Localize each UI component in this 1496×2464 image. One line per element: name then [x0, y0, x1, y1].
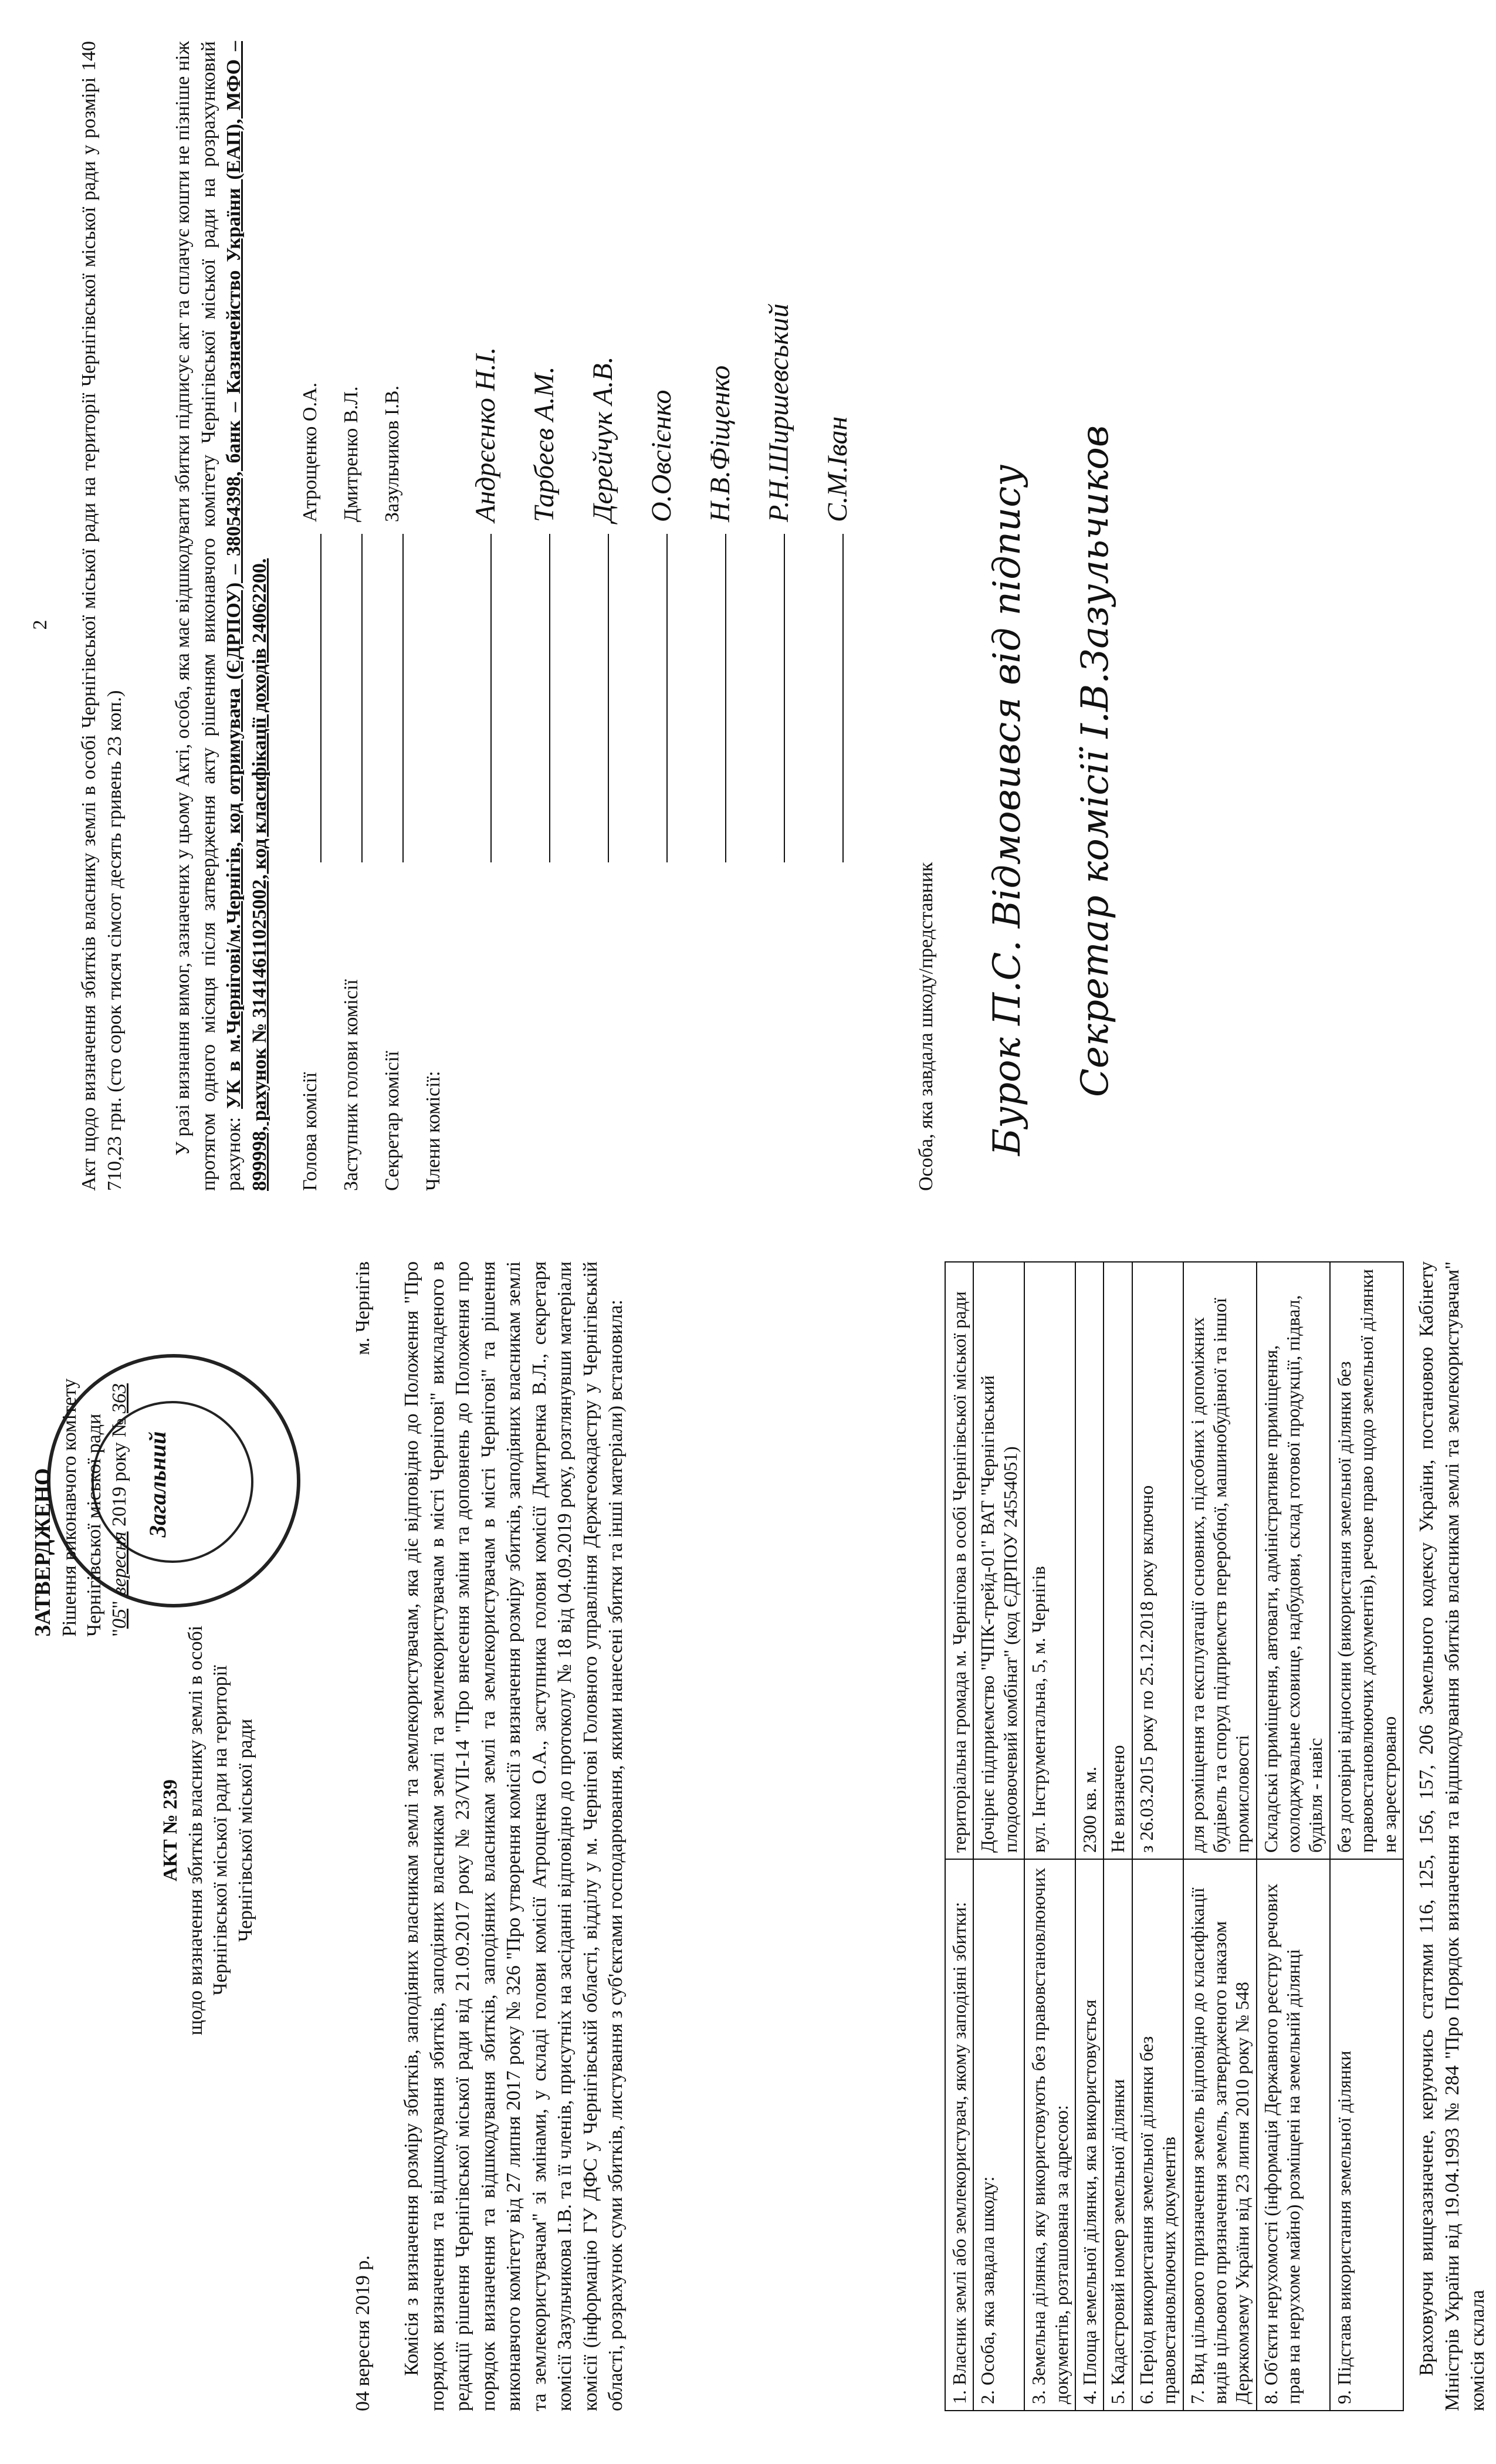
facts-value: територіальна громада м. Чернігова в особі Чернігівської міської ради [945, 1262, 973, 1859]
facts-key: 3. Земельна ділянка, яку використовують без правовстановлюючих документів, розташована за адресою: [1024, 1859, 1075, 2411]
signature-line [666, 534, 668, 862]
facts-key: 7. Вид цільового призначення земель відповідно до класифікації видів цільового призначення земель, затвердженого наказом Держкомзему України від 23 липня 2010 року № 548 [1183, 1859, 1257, 2411]
date-place-line [352, 1261, 374, 2411]
signature-line [608, 534, 609, 862]
act-city: м. Чернігів [352, 1261, 374, 1355]
act-subtitle-line-1: щодо визначення збитків власнику землі в особі Чернігівської міської ради на території [184, 1625, 231, 2036]
seal-center-text: Загальний [144, 1431, 171, 1538]
signature-line [784, 534, 785, 862]
member-signature-row [528, 41, 563, 1191]
facts-value: з 26.03.2015 року по 25.12.2018 року включно [1132, 1262, 1183, 1859]
offender-handwritten-note: Бурок П.С. Відмовився від підпису [986, 464, 1029, 1156]
closing-paragraph: Враховуючи вищезазначене, керуючись статтями 116, 125, 156, 157, 206 Земельного кодексу України, постановою Кабінету Міністрів України від 19.04.1993 № 284 "Про Порядок визначення та відшкодування збитків власникам землі та землекористувачам" комісія склала [1416, 1261, 1489, 2411]
approval-number-hand: 363 [108, 1383, 130, 1413]
act-title-block [158, 1625, 258, 2036]
page-number: 2 [29, 620, 51, 630]
facts-value: без договірні відносини (використання земельної ділянки без правовстановлюючих документів), речове право щодо земельної ділянки не зареєстровано [1330, 1262, 1403, 1859]
facts-row [1104, 1262, 1132, 2411]
facts-row [1257, 1262, 1330, 2411]
page2-paragraph-1: Акт щодо визначення збитків власнику землі в особі Чернігівської міської ради на території Чернігівської міської ради у розмірі 140 710,23 грн. (сто сорок тисяч сімсот десять гривень 23 коп.) [78, 41, 126, 1191]
facts-value: 2300 кв. м. [1075, 1262, 1104, 1859]
approval-heading: ЗАТВЕРДЖЕНО [31, 1468, 55, 1637]
member-name-hand: Н.В.Фіщенко [705, 365, 736, 522]
facts-row [1075, 1262, 1104, 2411]
approval-date-line: "05" вересня 2019 року № 363 [108, 1383, 130, 1637]
facts-key: 1. Власник землі або землекористувач, якому заподіяні збитки: [945, 1859, 973, 2411]
facts-key: 4. Площа земельної ділянки, яка використовується [1075, 1859, 1104, 2411]
member-signature-row [763, 41, 798, 1191]
facts-value: Не визначено [1104, 1262, 1132, 1859]
signature-line [725, 534, 726, 862]
facts-key: 6. Період використання земельної ділянки без правовстановлюючих документів [1132, 1859, 1183, 2411]
facts-table [945, 1261, 1404, 2411]
facts-value: вул. Інструментальна, 5, м. Чернігів [1024, 1262, 1075, 1859]
facts-row [945, 1262, 973, 2411]
payment-details: УК в м.Чернігові/м.Чернігів, код отримувача (ЄДРПОУ) – 38054398, банк – Казначейство України (ЕАП), МФО – 899998, рахунок № 31414611025002, код класифікації доходів 24062200. [223, 41, 270, 1191]
facts-key: 9. Підстава використання земельної ділянки [1330, 1859, 1403, 2411]
secretary-handwritten-note: Секретар комісії І.В.Зазульчиков [1074, 425, 1117, 1097]
member-signature-row [821, 41, 857, 1191]
signature-chair: Голова комісії Атрощенко О.А. [299, 383, 321, 1191]
act-subtitle-line-2: Чернігівської міської ради [234, 1718, 256, 1942]
approval-line-1: Рішення виконавчого комітету [58, 1378, 80, 1637]
facts-key: 2. Особа, яка завдала шкоду: [973, 1859, 1024, 2411]
approval-block [29, 1261, 132, 1637]
facts-row [973, 1262, 1024, 2411]
facts-value: Дочірнє підприємство "ЧПК-трейд-01" ВАТ "Чернігівський плодоовочевий комбінат" (код ЄДРПОУ 24554051) [973, 1262, 1024, 1859]
signature-vice-chair: Заступник голови комісії Дмитренко В.Л. [340, 386, 362, 1191]
act-date: 04 вересня 2019 р. [352, 2255, 374, 2411]
signature-secretary: Секретар комісії Зазульчиков І.В. [381, 385, 403, 1191]
member-name-hand: Р.Н.Ширшевський [763, 303, 794, 522]
act-page-2 [23, 23, 1473, 1226]
facts-row [1024, 1262, 1075, 2411]
member-name-hand: О.Овсієнко [646, 390, 677, 522]
facts-row [1183, 1262, 1257, 2411]
member-name-hand: Андрєєнко Н.І. [470, 347, 501, 522]
act-page-1 [23, 1244, 1489, 2446]
facts-key: 8. Об'єкти нерухомості (інформація Державного реєстру речових прав на нерухоме майно) розміщені на земельній ділянці [1257, 1859, 1330, 2411]
act-title: АКТ № 239 [160, 1779, 181, 1882]
member-signature-row [469, 41, 505, 1191]
facts-row [1330, 1262, 1403, 2411]
facts-value: Складські приміщення, автоваги, адміністративне приміщення, охолоджувальне сховище, надбудови, склад готової продукції, підвал, будівля - навіс [1257, 1262, 1330, 1859]
facts-key: 5. Кадастровий номер земельної ділянки [1104, 1859, 1132, 2411]
member-signature-row [704, 41, 739, 1191]
facts-value: для розміщення та експлуатації основних, підсобних і допоміжних будівель та споруд підприємств переробної, машинобудівної та іншої промисловості [1183, 1262, 1257, 1859]
member-name-hand: Тарбеєв А.М. [529, 366, 560, 522]
member-signature-row [645, 41, 681, 1191]
approval-month-hand: вересня [108, 1531, 130, 1596]
approval-line-2: Чернігівської міської ради [83, 1413, 105, 1637]
intro-paragraph: Комісія з визначення розміру збитків, заподіяних власникам землі та землекористувачам, яка діє відповідно до Положення "Про порядок визначення та відшкодування збитків, заподіяних власникам землі та землекористувачам в місті Чернігові" викладеного в редакції рішення Чернігівської міської ради від 21.09.2017 року № 23/VII-14 "Про внесення зміни та доповнень до Положення про порядок визначення та відшкодування збитків, заподіяних власникам землі та землекористувачам в місті Чернігові" та рішення виконавчого комітету від 27 липня 2017 року № 326 "Про утворення комісії з визначення розміру збитків, заподіяних власникам землі та землекористувачам" зі змінами, у складі голови комісії Атрощенка О.А., заступника голови комісії Дмитренка В.Л., секретаря комісії Зазульчикова І.В. та її членів, присутніх на засіданні відповідно до протоколу № 18 від 04.09.2019 року, розглянувши матеріали комісії (інформацію ГУ ДФС у Чернігівській області, відділу у м. Чернігові Головного управління Держгеокадастру у Чернігівській області, розрахунок суми збитків, листування з суб'єктами господарювання, якими нанесені збитки та інші матеріали) встановила: [401, 1261, 627, 2411]
page2-paragraph-2: У разі визнання вимог, зазначених у цьому Акті, особа, яка має відшкодувати збитки підписує акт та сплачує кошти не пізніше ніж протягом одного місяця після затвердження акту рішенням виконавчого комітету Чернігівської міської ради на розрахунковий рахунок: УК в м.Чернігові/м.Чернігів, код отримувача (ЄДРПОУ) – 38054398, банк – Казначейство України (ЕАП), МФО – 899998, рахунок № 31414611025002, код класифікації доходів 24062200. [172, 41, 270, 1191]
member-name-hand: Дерейчук А.В. [587, 356, 618, 522]
facts-row [1132, 1262, 1183, 2411]
approval-day-hand: 05 [108, 1609, 130, 1629]
offender-signature-row: Особа, яка завдала шкоду/представник [915, 862, 937, 1191]
member-signature-row [587, 41, 622, 1191]
signature-line [490, 534, 492, 862]
signature-line [549, 534, 550, 862]
signature-members: Члени комісії: [422, 1071, 444, 1191]
member-name-hand: С.М.Іван [822, 416, 853, 522]
signature-line [842, 534, 844, 862]
